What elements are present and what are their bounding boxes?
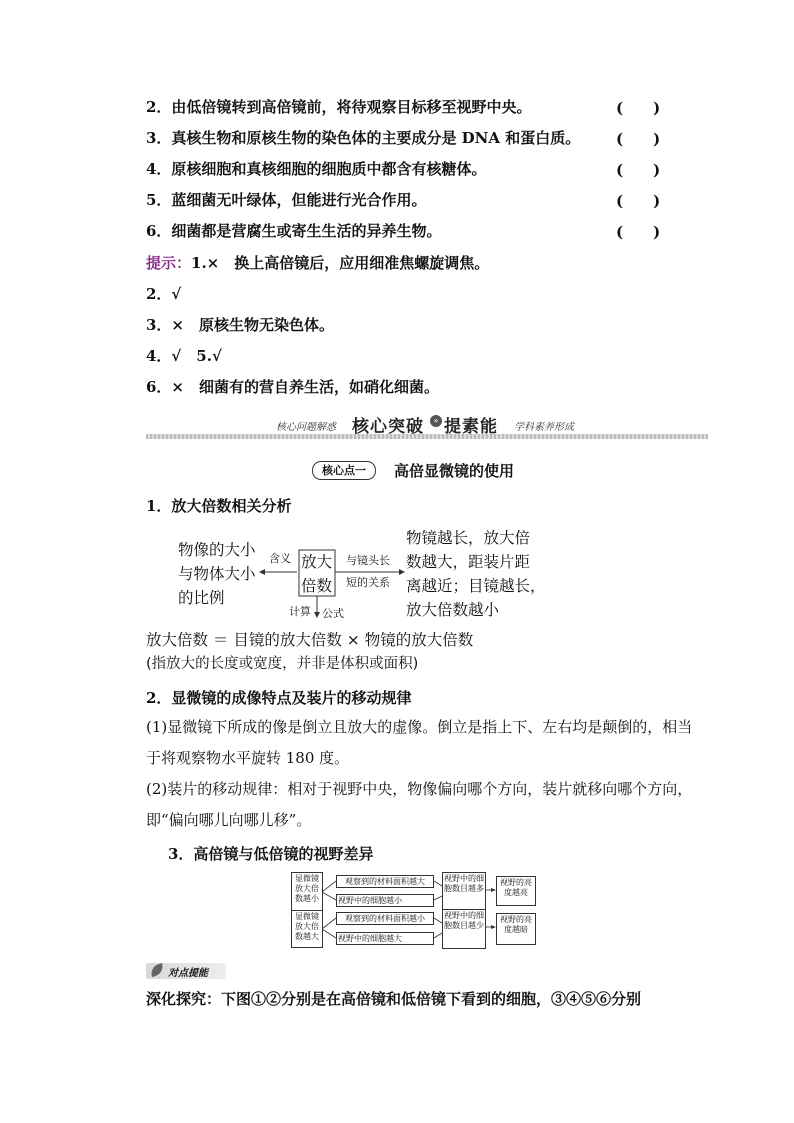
judgement-6: 6．细菌都是营腐生或寄生生活的异养生物。 bbox=[146, 222, 442, 240]
banner-title-b: 提素能 bbox=[444, 417, 498, 437]
answer-paren-6: ( ) bbox=[616, 223, 661, 241]
section-2-para-1-text: (1)显微镜下所成的像是倒立且放大的虚像。倒立是指上下、左右均是颠倒的，相当于将观察物水平旋转 180 度。 bbox=[146, 718, 693, 767]
hint-line-4: 4．√ 5.√ bbox=[146, 347, 222, 365]
fov-row2-right: 视野的亮度越暗 bbox=[496, 913, 536, 945]
fov-row2-left: 显微镜放大倍数越大 bbox=[291, 910, 323, 948]
magnification-center-2: 倍数 bbox=[301, 577, 333, 595]
banner-left-small: 核心问题解惑 bbox=[276, 422, 336, 433]
fov-row1-a: 观察到的材料面积越大 bbox=[336, 875, 434, 888]
hint-text-1: 1.× 换上高倍镜后，应用细准焦螺旋调焦。 bbox=[191, 254, 490, 272]
magnification-meaning-2: 与物体大小 bbox=[178, 565, 256, 583]
section-2-para-2-text: (2)装片的移动规律：相对于视野中央，物像偏向哪个方向，装片就移向哪个方向，即“偏向哪儿向哪儿移”。 bbox=[146, 780, 693, 829]
lens-rule-1: 物镜越长，放大倍 bbox=[406, 529, 531, 547]
label-relation-2: 短的关系 bbox=[346, 576, 390, 589]
answer-paren-2: ( ) bbox=[616, 99, 661, 117]
judgement-3: 3．真核生物和原核生物的染色体的主要成分是 DNA 和蛋白质。 bbox=[146, 129, 581, 147]
lens-rule-4: 放大倍数越小 bbox=[406, 601, 500, 619]
label-relation-1: 与镜头长 bbox=[346, 554, 390, 567]
magnification-center-1: 放大 bbox=[301, 553, 333, 571]
answer-paren-3: ( ) bbox=[616, 130, 661, 148]
lens-rule-2: 数越大，距装片距 bbox=[406, 553, 531, 571]
fov-row2-b: 视野中的细胞越大 bbox=[336, 932, 434, 945]
practice-tag bbox=[146, 963, 226, 979]
hint-line-1 bbox=[146, 253, 489, 273]
deep-explore-line: 深化探究：下图①②分别是在高倍镜和低倍镜下看到的细胞，③④⑤⑥分别 bbox=[146, 990, 642, 1008]
magnification-meaning-1: 物像的大小 bbox=[178, 541, 256, 559]
fov-row2-a: 观察到的材料面积越小 bbox=[336, 912, 434, 925]
label-calc: 计算 bbox=[289, 605, 311, 618]
keypoint-title: 高倍显微镜的使用 bbox=[394, 462, 515, 480]
hint-label: 提示： bbox=[146, 254, 192, 272]
section-3-title: 3．高倍镜与低倍镜的视野差异 bbox=[168, 845, 374, 863]
hint-line-5: 6．× 细菌有的营自养生活，如硝化细菌。 bbox=[146, 378, 440, 396]
section-2-para-1 bbox=[146, 712, 694, 774]
banner-rule bbox=[146, 434, 708, 439]
magnification-formula: 放大倍数 ＝ 目镜的放大倍数 × 物镜的放大倍数 bbox=[146, 631, 474, 649]
judgement-2: 2．由低倍镜转到高倍镜前，将待观察目标移至视野中央。 bbox=[146, 98, 532, 116]
label-meaning: 含义 bbox=[269, 552, 291, 565]
banner-right-small: 学科素养形成 bbox=[514, 422, 574, 433]
banner-title-a: 核心突破 bbox=[352, 417, 424, 437]
keypoint-badge: 核心点一 bbox=[312, 461, 376, 480]
magnification-meaning-3: 的比例 bbox=[178, 589, 225, 607]
practice-tag-label: 对点提能 bbox=[168, 968, 208, 979]
section-2-para-2 bbox=[146, 774, 694, 836]
label-formula: 公式 bbox=[322, 607, 344, 620]
fov-row1-mid: 视野中的细胞数目越多 bbox=[442, 872, 486, 912]
judgement-4: 4．原核细胞和真核细胞的细胞质中都含有核糖体。 bbox=[146, 160, 487, 178]
magnification-note: (指放大的长度或宽度，并非是体积或面积) bbox=[146, 656, 419, 672]
hint-line-2: 2．√ bbox=[146, 285, 182, 303]
fov-row2-mid: 视野中的细胞数目越少 bbox=[442, 909, 486, 949]
section-banner bbox=[146, 410, 708, 440]
lens-rule-3: 离越近；目镜越长， bbox=[406, 577, 546, 595]
answer-paren-4: ( ) bbox=[616, 161, 661, 179]
judgement-5: 5．蓝细菌无叶绿体，但能进行光合作用。 bbox=[146, 191, 427, 209]
leaf-icon bbox=[149, 963, 166, 977]
fov-row1-right: 视野的亮度越亮 bbox=[496, 876, 536, 906]
fov-row1-left: 显微镜放大倍数越小 bbox=[291, 872, 323, 912]
hint-line-3: 3．× 原核生物无染色体。 bbox=[146, 316, 335, 334]
answer-paren-5: ( ) bbox=[616, 192, 661, 210]
banner-arrow-icon: » bbox=[430, 415, 442, 427]
section-2-title: 2．显微镜的成像特点及装片的移动规律 bbox=[146, 689, 412, 707]
section-1-title: 1．放大倍数相关分析 bbox=[146, 497, 292, 515]
fov-row1-b: 视野中的细胞越小 bbox=[336, 894, 434, 907]
